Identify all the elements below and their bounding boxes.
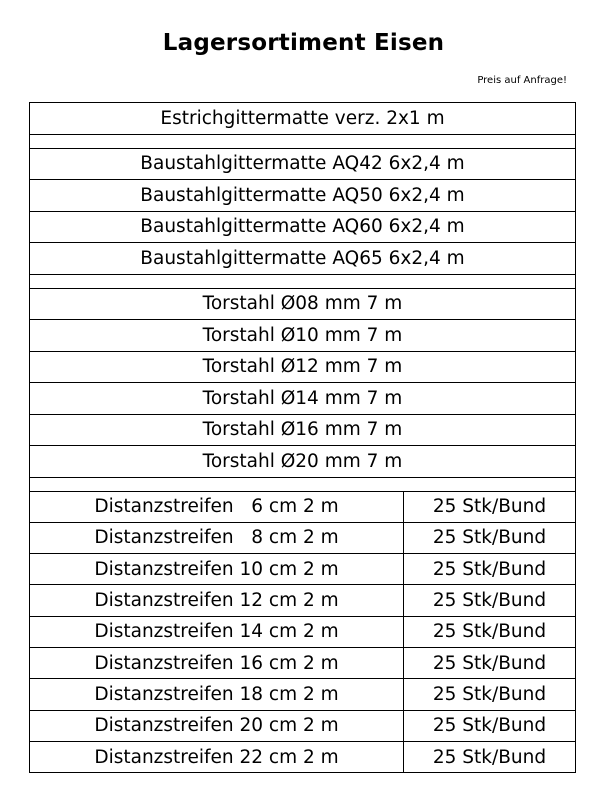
table-row [30,180,575,212]
product-name: Distanzstreifen 16 cm 2 m [30,648,404,678]
table-row [30,320,575,352]
price-note: Preis auf Anfrage! [477,75,567,86]
product-quantity: 25 Stk/Bund [432,683,547,705]
product-quantity: 25 Stk/Bund [432,621,547,643]
table-row [30,554,575,585]
product-name: Distanzstreifen 22 cm 2 m [30,742,404,772]
product-name: Distanzstreifen 14 cm 2 m [30,617,404,647]
product-name: Distanzstreifen 6 cm 2 m [30,492,404,522]
product-name: Baustahlgittermatte AQ42 6x2,4 m [140,153,465,175]
table-row [30,711,575,742]
product-name: Torstahl Ø20 mm 7 m [202,450,403,472]
separator-row [30,135,575,149]
product-name: Torstahl Ø12 mm 7 m [202,356,403,378]
table-row [30,679,575,710]
table-row [30,523,575,554]
product-quantity: 25 Stk/Bund [432,590,547,612]
table-row [30,648,575,679]
product-name: Estrichgittermatte verz. 2x1 m [160,107,445,129]
table-row [30,212,575,244]
product-quantity: 25 Stk/Bund [432,746,547,768]
product-name: Distanzstreifen 12 cm 2 m [30,585,404,615]
product-quantity: 25 Stk/Bund [432,496,547,518]
product-name: Torstahl Ø08 mm 7 m [202,293,403,315]
table-row [30,617,575,648]
product-quantity: 25 Stk/Bund [432,715,547,737]
product-name: Torstahl Ø14 mm 7 m [202,387,403,409]
product-name: Baustahlgittermatte AQ60 6x2,4 m [140,216,465,238]
product-table [29,102,576,773]
separator-row [30,275,575,289]
product-quantity: 25 Stk/Bund [432,527,547,549]
product-name: Baustahlgittermatte AQ65 6x2,4 m [140,247,465,269]
product-quantity: 25 Stk/Bund [432,652,547,674]
table-row [30,446,575,478]
table-row [30,243,575,275]
table-row [30,383,575,415]
table-row [30,103,575,135]
table-row [30,415,575,447]
product-quantity: 25 Stk/Bund [432,558,547,580]
table-row [30,492,575,523]
product-name: Distanzstreifen 20 cm 2 m [30,711,404,741]
product-name: Torstahl Ø10 mm 7 m [202,324,403,346]
product-name: Torstahl Ø16 mm 7 m [202,419,403,441]
table-row [30,289,575,321]
page-title: Lagersortiment Eisen [162,30,445,56]
table-row [30,149,575,181]
product-name: Distanzstreifen 18 cm 2 m [30,679,404,709]
separator-row [30,478,575,492]
table-row [30,352,575,384]
product-name: Distanzstreifen 8 cm 2 m [30,523,404,553]
table-row [30,742,575,773]
table-row [30,585,575,616]
product-name: Distanzstreifen 10 cm 2 m [30,554,404,584]
product-name: Baustahlgittermatte AQ50 6x2,4 m [140,184,465,206]
